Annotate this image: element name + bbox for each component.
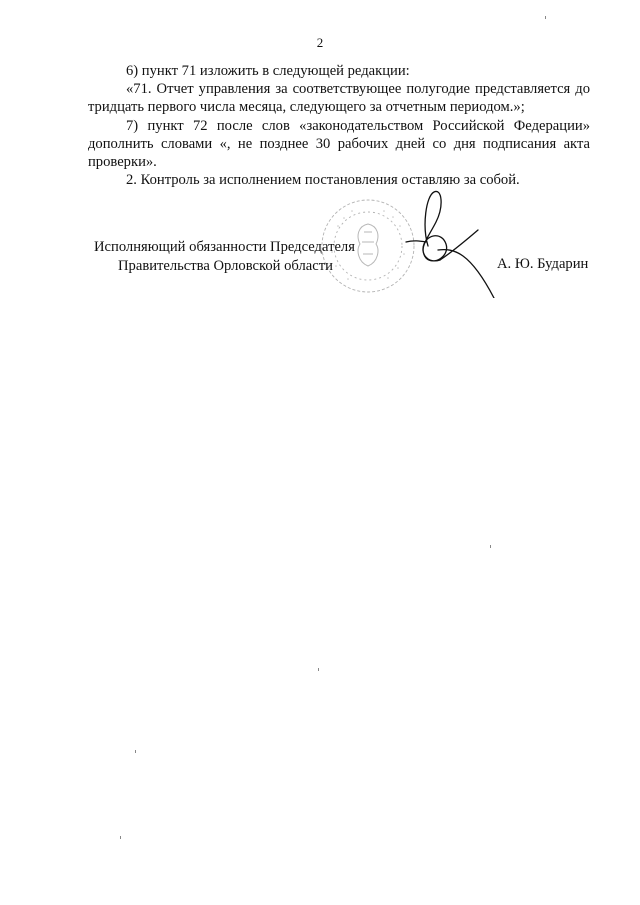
- scan-speck: [120, 836, 121, 839]
- scan-speck: [490, 545, 491, 548]
- scan-speck: [318, 668, 319, 671]
- signatory-title-line2: Правительства Орловской области: [118, 257, 333, 274]
- paragraph-item-7: 7) пункт 72 после слов «законодательством Российской Федерации» дополнить словами «, не позднее 30 рабочих дней со дня подписания акта проверки».: [88, 117, 590, 171]
- signatory-name: А. Ю. Бударин: [497, 256, 589, 272]
- handwritten-signature: [398, 186, 504, 298]
- paragraph-control-clause: 2. Контроль за исполнением постановления оставляю за собой.: [126, 172, 520, 189]
- document-body: [88, 62, 590, 189]
- paragraph-item-71-text: «71. Отчет управления за соответствующее полугодие представляется до тридцать первого числа месяца, следующего за отчетным периодом.»;: [88, 81, 590, 116]
- page-number: 2: [316, 35, 324, 50]
- scan-speck: [545, 16, 546, 19]
- paragraph-item-6: 6) пункт 71 изложить в следующей редакции:: [126, 63, 410, 79]
- signatory-title-line1: Исполняющий обязанности Председателя: [94, 239, 355, 255]
- signatory-title: [94, 238, 355, 275]
- scan-speck: [135, 750, 136, 753]
